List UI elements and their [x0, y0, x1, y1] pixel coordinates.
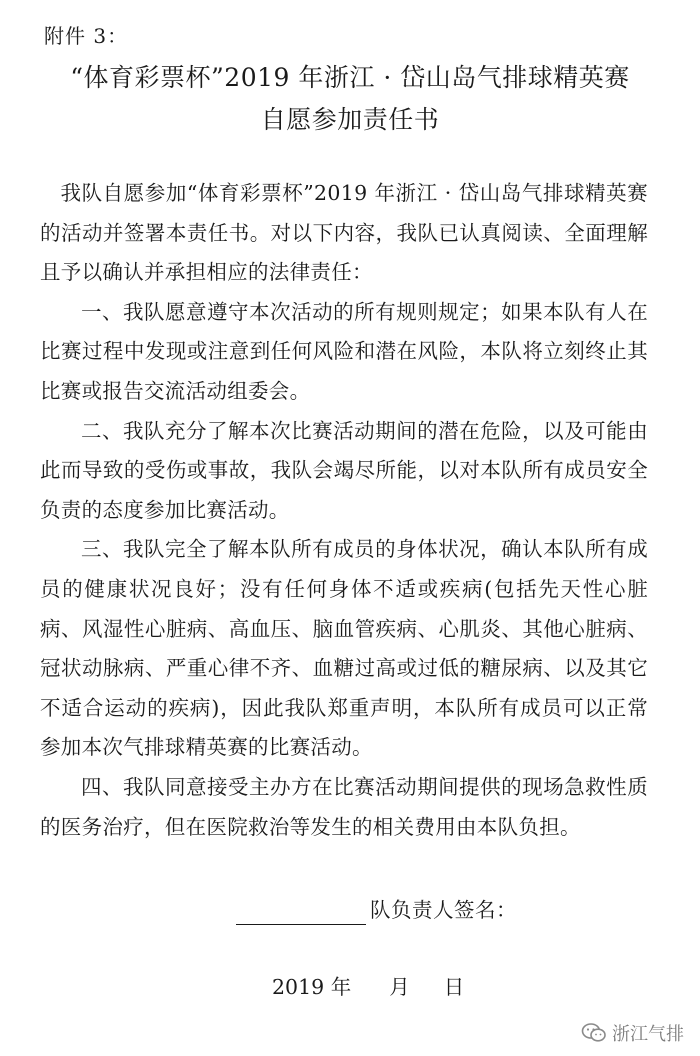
clause-paragraph-4: 四、我队同意接受主办方在比赛活动期间提供的现场急救性质的医务治疗，但在医院救治等发生的相关费用由本队负担。	[40, 774, 648, 839]
signature-label: 队负责人签名：	[370, 898, 517, 922]
date-month-unit: 月	[389, 975, 410, 999]
document-body	[40, 174, 648, 847]
intro-paragraph: 我队自愿参加“体育彩票杯”2019 年浙江 · 岱山岛气排球精英赛的活动并签署本责任书。对以下内容，我队已认真阅读、全面理解且予以确认并承担相应的法律责任：	[40, 181, 648, 285]
document-subtitle: 自愿参加责任书	[260, 105, 440, 134]
date-line	[272, 970, 464, 1000]
clause-paragraph-1: 一、我队愿意遵守本次活动的所有规则规定；如果本队有人在比赛过程中发现或注意到任何风险和潜在风险，本队将立刻终止其比赛或报告交流活动组委会。	[40, 299, 648, 403]
date-year-unit: 年	[330, 975, 352, 999]
signature-blank-line	[236, 898, 366, 925]
clause-paragraph-3: 三、我队完全了解本队所有成员的身体状况，确认本队所有成员的健康状况良好；没有任何身体不适或疾病(包括先天性心脏病、风湿性心脏病、高血压、脑血管疾病、心肌炎、其他心脏病、冠状动脉病、严重心律不齐、血糖过高或过低的糖尿病、以及其它不适合运动的疾病)，因此我队郑重声明，本队所有成员可以正常参加本次气排球精英赛的比赛活动。	[40, 537, 648, 760]
date-year: 2019	[272, 975, 325, 999]
clause-paragraph-2: 二、我队充分了解本次比赛活动期间的潜在危险，以及可能由此而导致的受伤或事故，我队会竭尽所能，以对本队所有成员安全负责的态度参加比赛活动。	[40, 418, 648, 522]
attachment-label: 附件 3：	[44, 24, 129, 48]
wechat-icon	[581, 1022, 607, 1044]
date-day-unit: 日	[443, 975, 465, 999]
watermark-text: 浙江气排	[612, 1024, 684, 1045]
document-title: “体育彩票杯”2019 年浙江 · 岱山岛气排球精英赛	[70, 63, 630, 92]
watermark	[581, 1020, 684, 1046]
